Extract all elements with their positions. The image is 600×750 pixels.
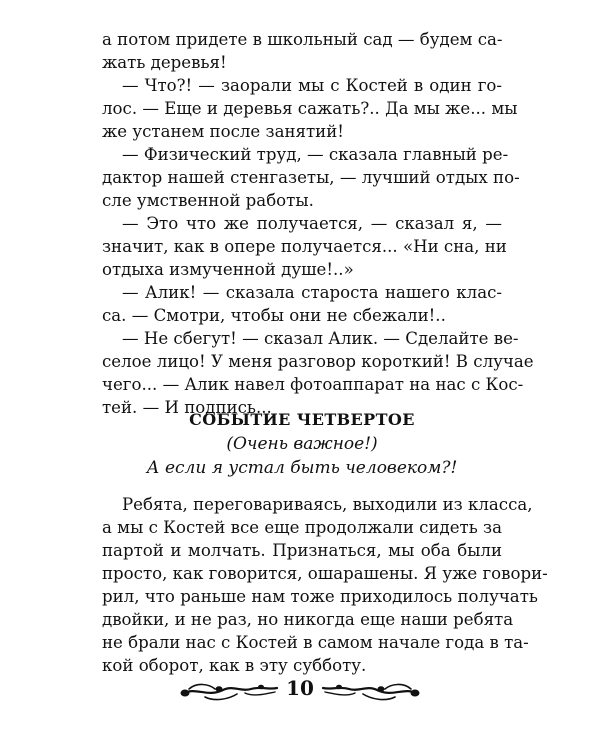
text-line: не брали нас с Костей в самом начале года в та- bbox=[102, 633, 529, 652]
text-line: сле умственной работы. bbox=[102, 191, 314, 210]
text-line: чего... — Алик навел фотоаппарат на нас с Кос- bbox=[102, 375, 524, 394]
text-line: селое лицо! У меня разговор короткий! В случае bbox=[102, 352, 534, 371]
text-line: партой и молчать. Признаться, мы оба были bbox=[102, 541, 502, 560]
chapter-title: СОБЫТИЕ ЧЕТВЕРТОЕ bbox=[189, 410, 415, 429]
text-line: а потом придете в школьный сад — будем са- bbox=[102, 30, 503, 49]
text-line: рил, что раньше нам тоже приходилось получать bbox=[102, 587, 538, 606]
page-footer bbox=[175, 672, 425, 708]
text-line: двойки, и не раз, но никогда еще наши ребята bbox=[102, 610, 514, 629]
text-line: отдыха измученной душе!..» bbox=[102, 260, 354, 279]
chapter-subtitle: (Очень важное!) bbox=[226, 434, 378, 454]
text-block-bottom bbox=[102, 493, 548, 677]
text-line: — Алик! — сказала староста нашего клас- bbox=[122, 283, 502, 302]
text-line: са. — Смотри, чтобы они не сбежали!.. bbox=[102, 306, 446, 325]
page-number: 10 bbox=[286, 676, 314, 700]
text-line: просто, как говорится, ошарашены. Я уже говори- bbox=[102, 564, 548, 583]
chapter-subtitle: А если я устал быть человеком?! bbox=[146, 458, 458, 478]
text-block-top bbox=[102, 28, 534, 419]
text-line: — Что?! — заорали мы с Костей в один го- bbox=[122, 76, 502, 95]
text-line: — Физический труд, — сказала главный ре- bbox=[122, 145, 509, 164]
text-line: а мы с Костей все еще продолжали сидеть за bbox=[102, 518, 502, 537]
text-line: же устанем после занятий! bbox=[102, 122, 344, 141]
text-line: значит, как в опере получается... «Ни сна, ни bbox=[102, 237, 507, 256]
text-line: — Это что же получается, — сказал я, — bbox=[122, 214, 502, 233]
text-line: жать деревья! bbox=[102, 53, 227, 72]
text-line: кой оборот, как в эту субботу. bbox=[102, 656, 367, 675]
text-line: дактор нашей стенгазеты, — лучший отдых по- bbox=[102, 168, 520, 187]
text-line: тей. — И подпись... bbox=[102, 398, 272, 417]
text-line: Ребята, переговариваясь, выходили из класса, bbox=[122, 495, 533, 514]
chapter-heading bbox=[102, 408, 502, 480]
text-line: лос. — Еще и деревья сажать?.. Да мы же... мы bbox=[102, 99, 518, 118]
text-line: — Не сбегут! — сказал Алик. — Сделайте ве- bbox=[122, 329, 519, 348]
